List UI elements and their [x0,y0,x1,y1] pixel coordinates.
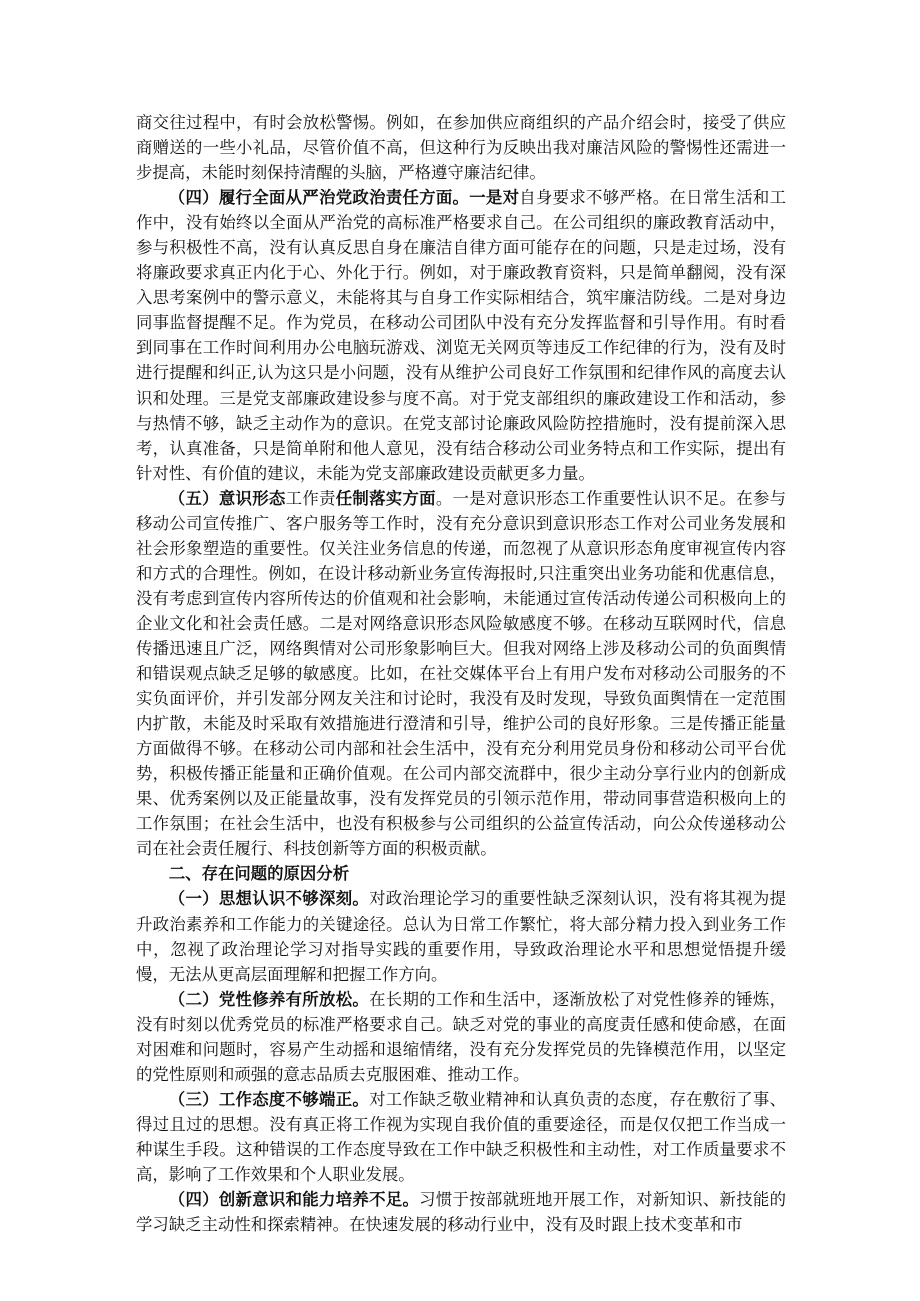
section-lead: （五）意识形态 [168,488,286,508]
paragraph-text: 。一是对意识形态工作重要性认识不足。在参与移动公司宣传推广、客户服务等工作时，没有充分意识到意识形态工作对公司业务发展和社会形象塑造的重要性。仅关注业务信息的传递，而忽视了从意识形态角度审视宣传内容和方式的合理性。例如，在设计移动新业务宣传海报时,只注重突出业务功能和优惠信息，没有考虑到宣传内容所传达的价值观和社会影响，未能通过宣传活动传递公司积极向上的企业文化和社会责任感。二是对网络意识形态风险敏感度不够。在移动互联网时代，信息传播迅速且广泛，网络舆情对公司形象影响巨大。但我对网络上涉及移动公司的负面舆情和错误观点缺乏足够的敏感度。比如，在社交媒体平台上有用户发布对移动公司服务的不实负面评价，并引发部分网友关注和讨论时，我没有及时发现，导致负面舆情在一定范围内扩散，未能及时采取有效措施进行澄清和引导，维护公司的良好形象。三是传播正能量方面做得不够。在移动公司内部和社会生活中，没有充分利用党员身份和移动公司平台优势，积极传播正能量和正确价值观。在公司内部交流群中，很少主动分享行业内的创新成果、优秀案例以及正能量故事，没有发挥党员的引领示范作用，带动同事营造积极向上的工作氛围；在社会生活中，也没有积极参与公司组织的公益宣传活动，向公众传递移动公司在社会责任履行、科技创新等方面的积极贡献。 [136,488,787,859]
section-lead-mid: 工作责 [285,488,336,508]
paragraph-section-4 [136,185,786,486]
paragraph-text: 自身要求不够严格。在日常生活和工作中，没有始终以全面从严治党的高标准严格要求自己。在公司组织的廉政教育活动中，参与积极性不高，没有认真反思自身在廉洁自律方面可能存在的问题，只是走过场，没有将廉政要求真正内化于心、外化于行。例如，对于廉政教育资料，只是简单翻阅，没有深入思考案例中的警示意义，未能将其与自身工作实际相结合，筑牢廉洁防线。二是对身边同事监督提醒不足。作为党员，在移动公司团队中没有充分发挥监督和引导作用。有时看到同事在工作时间利用办公电脑玩游戏、浏览无关网页等违反工作纪律的行为，没有及时进行提醒和纠正,认为这只是小问题，没有从维护公司良好工作氛围和纪律作风的高度去认识和处理。三是党支部廉政建设参与度不高。对于党支部组织的廉政建设工作和活动，参与热情不够，缺乏主动作为的意识。在党支部讨论廉政风险防控措施时，没有提前深入思考，认真准备，只是简单附和他人意见，没有结合移动公司业务特点和工作实际，提出有针对性、有价值的建议，未能为党支部廉政建设贡献更多力量。 [136,188,787,483]
paragraph-text: 对政治理论学习的重要性缺乏深刻认识，没有将其视为提升政治素养和工作能力的关键途径。总认为日常工作繁忙，将大部分精力投入到业务工作中，忽视了政治理论学习对指导实践的重要作用，导致政治理论水平和思想觉悟提升缓慢，无法从更高层面理解和把握工作方向。 [136,889,787,984]
cause-lead: （四）创新意识和能力培养不足。 [168,1190,420,1210]
paragraph-cause-1 [136,886,786,986]
section-lead: （四）履行全面从严治党政治责任方面。一是对 [168,188,520,208]
paragraph-text: 对工作缺乏敬业精神和认真负责的态度，存在敷衍了事、得过且过的思想。没有真正将工作视为实现自我价值的重要途径，而是仅仅把工作当成一种谋生手段。这种错误的工作态度导致在工作中缺乏积极性和主动性，对工作质量要求不高，影响了工作效果和个人职业发展。 [136,1089,787,1184]
paragraph-text: 在长期的工作和生活中，逐渐放松了对党性修养的锤炼，没有时刻以优秀党员的标准严格要求自己。缺乏对党的事业的高度责任感和使命感，在面对困难和问题时，容易产生动摇和退缩情绪，没有充分发挥党员的先锋模范作用，以坚定的党性原则和顽强的意志品质去克服困难、推动工作。 [136,989,787,1084]
cause-lead: （一）思想认识不够深刻。 [168,889,370,909]
section-heading-cause-analysis: 二、存在问题的原因分析 [168,864,350,884]
paragraph-section-5 [136,486,786,862]
paragraph-cause-2 [136,987,786,1087]
paragraph-text: 商交往过程中，有时会放松警惕。例如，在参加供应商组织的产品介绍会时，接受了供应商赠送的一些小礼品，尽管价值不高，但这种行为反映出我对廉洁风险的警惕性还需进一步提高，未能时刻保持清醒的头脑，严格遵守廉洁纪律。 [136,113,786,183]
cause-lead: （三）工作态度不够端正。 [168,1089,370,1109]
paragraph-continued [136,110,786,185]
cause-lead: （二）党性修养有所放松。 [168,989,370,1009]
section-lead-end: 任制落实方面 [335,488,436,508]
document-page [136,110,786,1237]
paragraph-cause-4 [136,1187,786,1237]
paragraph-text: 习惯于按部就班地开展工作，对新知识、新技能的学习缺乏主动性和探索精神。在快速发展的移动行业中，没有及时跟上技术变革和市 [136,1190,787,1235]
paragraph-cause-3 [136,1087,786,1187]
